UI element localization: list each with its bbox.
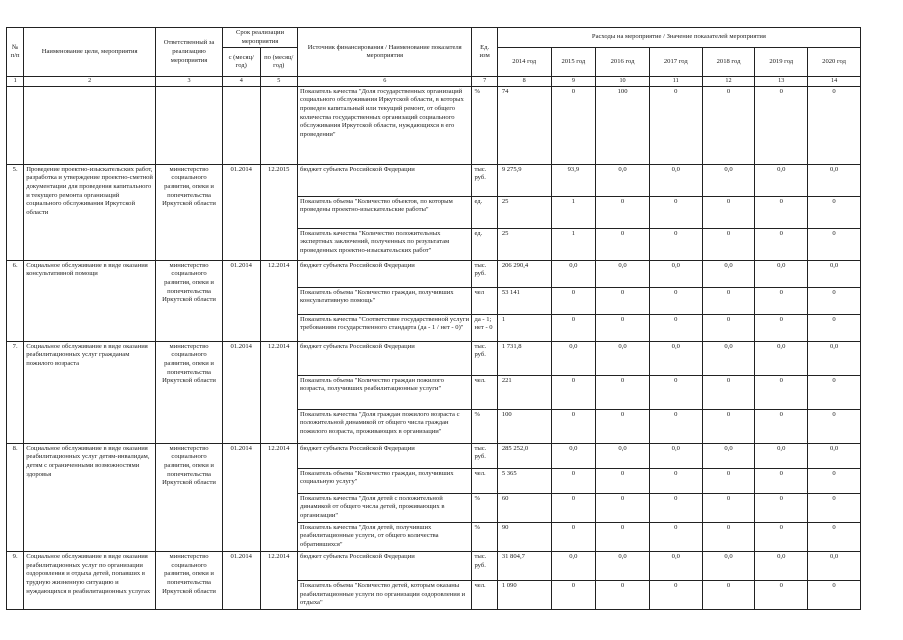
unit: %	[472, 409, 497, 443]
header-year-2014: 2014 год	[497, 48, 551, 77]
value-cell: 0,0	[702, 164, 755, 196]
value-cell: 0,0	[649, 551, 702, 580]
value-cell: 0	[649, 314, 702, 341]
value-cell: 0	[596, 522, 650, 551]
indicator-name: бюджет субъекта Российской Федерации	[298, 260, 472, 287]
responsible: министерство социального развития, опеки и попечительства Иркутской области	[156, 260, 223, 341]
value-cell: 0	[755, 228, 808, 260]
header-year-2015: 2015 год	[551, 48, 596, 77]
value-cell: 0	[755, 468, 808, 493]
header-year-2016: 2016 год	[596, 48, 650, 77]
term-from: 01.2014	[223, 260, 261, 341]
indicator-name: бюджет субъекта Российской Федерации	[298, 164, 472, 196]
measure-name: Социальное обслуживание в виде оказания реабилитационных услуг по организации оздоровления и отдыха детей, попавших в трудную жизненную ситуацию и нуждающихся в реабилитационных услугах	[24, 551, 156, 609]
value-cell: 0,0	[702, 341, 755, 375]
index-cell: 1	[7, 77, 24, 86]
table-body	[7, 86, 861, 609]
indicator-name: бюджет субъекта Российской Федерации	[298, 443, 472, 468]
value-cell: 0,0	[596, 341, 650, 375]
unit: тыс. руб.	[472, 164, 497, 196]
value-cell: 0,0	[808, 443, 861, 468]
header-year-2018: 2018 год	[702, 48, 755, 77]
value-cell: 0	[551, 468, 596, 493]
value-cell: 0	[649, 580, 702, 609]
value-cell: 5 365	[497, 468, 551, 493]
value-cell: 60	[497, 493, 551, 522]
index-cell: 7	[472, 77, 497, 86]
index-cell: 14	[808, 77, 861, 86]
measure-name	[24, 86, 156, 164]
unit: тыс. руб.	[472, 341, 497, 375]
value-cell: 0,0	[808, 551, 861, 580]
value-cell: 0	[649, 493, 702, 522]
value-cell: 0	[702, 493, 755, 522]
value-cell: 0,0	[649, 164, 702, 196]
unit: чел.	[472, 468, 497, 493]
value-cell: 0	[551, 580, 596, 609]
index-cell: 12	[702, 77, 755, 86]
value-cell: 0	[808, 228, 861, 260]
value-cell: 0	[649, 375, 702, 409]
indicator-name: Показатель объема "Количество граждан пожилого возраста, получивших реабилитационные услуги"	[298, 375, 472, 409]
value-cell: 0	[596, 375, 650, 409]
value-cell: 0,0	[702, 260, 755, 287]
value-cell: 0	[808, 468, 861, 493]
term-from: 01.2014	[223, 551, 261, 609]
value-cell: 1	[551, 228, 596, 260]
unit: %	[472, 493, 497, 522]
header-year-2017: 2017 год	[649, 48, 702, 77]
value-cell: 0	[596, 196, 650, 228]
indicator-name: бюджет субъекта Российской Федерации	[298, 551, 472, 580]
value-cell: 1	[551, 196, 596, 228]
value-cell: 0,0	[649, 443, 702, 468]
value-cell: 0	[755, 375, 808, 409]
value-cell: 0	[702, 314, 755, 341]
indicator-name: бюджет субъекта Российской Федерации	[298, 341, 472, 375]
value-cell: 0	[596, 580, 650, 609]
value-cell: 0	[551, 493, 596, 522]
value-cell: 0,0	[596, 260, 650, 287]
responsible: министерство социального развития, опеки и попечительства Иркутской области	[156, 164, 223, 260]
value-cell: 285 252,0	[497, 443, 551, 468]
value-cell: 0	[755, 493, 808, 522]
term-to	[260, 86, 298, 164]
indicator-name: Показатель качества "Доля государственных организаций социального обслуживания Иркутской области, в которых проведен капитальный или текущий ремонт, от общего количества государственных организаций социального обслуживания Иркутской области, нуждающихся в его проведении"	[298, 86, 472, 164]
index-cell: 3	[156, 77, 223, 86]
value-cell: 0	[596, 287, 650, 314]
value-cell: 0,0	[755, 341, 808, 375]
value-cell: 0	[551, 375, 596, 409]
value-cell: 0,0	[755, 551, 808, 580]
row-number: 6.	[7, 260, 24, 341]
unit: чел.	[472, 375, 497, 409]
term-from: 01.2014	[223, 341, 261, 443]
indicator-name: Показатель качества "Доля детей с положительной динамикой от общего числа детей, проживающих в организации"	[298, 493, 472, 522]
header-to: по (месяц/год)	[260, 48, 298, 77]
unit: %	[472, 86, 497, 164]
value-cell: 31 804,7	[497, 551, 551, 580]
value-cell: 0	[702, 375, 755, 409]
value-cell: 0	[702, 409, 755, 443]
value-cell: 0	[808, 580, 861, 609]
value-cell: 0	[702, 196, 755, 228]
value-cell: 0	[755, 314, 808, 341]
value-cell: 0	[649, 409, 702, 443]
indicator-name: Показатель качества "Доля граждан пожилого возраста с положительной динамикой от общего числа граждан пожилого возраста, проживающих в организации"	[298, 409, 472, 443]
value-cell: 100	[497, 409, 551, 443]
row-number: 7.	[7, 341, 24, 443]
index-cell: 8	[497, 77, 551, 86]
responsible: министерство социального развития, опеки и попечительства Иркутской области	[156, 341, 223, 443]
value-cell: 0	[649, 196, 702, 228]
index-cell: 11	[649, 77, 702, 86]
indicator-name: Показатель объема "Количество граждан, получивших консультативную помощь"	[298, 287, 472, 314]
unit: тыс. руб.	[472, 260, 497, 287]
header-source: Источник финансирования / Наименование показателя мероприятия	[298, 28, 472, 77]
column-index-row	[7, 77, 861, 86]
value-cell: 0	[702, 468, 755, 493]
indicator-name: Показатель объема "Количество граждан, получивших социальную услугу"	[298, 468, 472, 493]
index-cell: 9	[551, 77, 596, 86]
value-cell: 100	[596, 86, 650, 164]
header-name: Наименование цели, мероприятия	[24, 28, 156, 77]
value-cell: 0	[702, 522, 755, 551]
measure-name: Социальное обслуживание в виде оказания реабилитационных услуг гражданам пожилого возраста	[24, 341, 156, 443]
indicator-name: Показатель объема "Количество объектов, по которым проведены проектно-изыскательские работы"	[298, 196, 472, 228]
table-row	[7, 341, 861, 375]
index-cell: 5	[260, 77, 298, 86]
value-cell: 0,0	[702, 443, 755, 468]
unit: ед.	[472, 228, 497, 260]
value-cell: 0	[808, 314, 861, 341]
measure-name: Проведение проектно-изыскательских работ, разработка и утверждение проектно-сметной документации для проведения капитального и текущего ремонта организаций социального обслуживания Иркутской области	[24, 164, 156, 260]
table-row	[7, 260, 861, 287]
value-cell: 0,0	[551, 551, 596, 580]
row-number: 5.	[7, 164, 24, 260]
indicator-name: Показатель объема "Количество детей, которым оказаны реабилитационные услуги по организации оздоровления и отдыха"	[298, 580, 472, 609]
value-cell: 0,0	[596, 551, 650, 580]
header-unit: Ед. изм	[472, 28, 497, 77]
value-cell: 0,0	[596, 443, 650, 468]
value-cell: 0	[649, 86, 702, 164]
value-cell: 0	[596, 228, 650, 260]
responsible	[156, 86, 223, 164]
value-cell: 0	[755, 522, 808, 551]
unit: ед.	[472, 196, 497, 228]
value-cell: 0	[551, 522, 596, 551]
unit: чел.	[472, 580, 497, 609]
value-cell: 25	[497, 228, 551, 260]
value-cell: 1 090	[497, 580, 551, 609]
value-cell: 0,0	[551, 341, 596, 375]
header-responsible: Ответственный за реализацию мероприятия	[156, 28, 223, 77]
value-cell: 0	[808, 375, 861, 409]
table-row	[7, 443, 861, 468]
value-cell: 0,0	[808, 260, 861, 287]
header-term: Срок реализации мероприятия	[223, 28, 298, 48]
value-cell: 0	[702, 580, 755, 609]
value-cell: 0	[702, 86, 755, 164]
term-to: 12.2015	[260, 164, 298, 260]
value-cell: 0,0	[755, 164, 808, 196]
header-num: № п/п	[7, 28, 24, 77]
value-cell: 0	[551, 287, 596, 314]
value-cell: 0,0	[702, 551, 755, 580]
value-cell: 9 275,9	[497, 164, 551, 196]
measure-name: Социальное обслуживание в виде оказания консультативной помощи	[24, 260, 156, 341]
row-number	[7, 86, 24, 164]
term-to: 12.2014	[260, 260, 298, 341]
responsible: министерство социального развития, опеки и попечительства Иркутской области	[156, 551, 223, 609]
value-cell: 0	[702, 287, 755, 314]
table-row	[7, 551, 861, 580]
value-cell: 206 290,4	[497, 260, 551, 287]
value-cell: 74	[497, 86, 551, 164]
header-year-2020: 2020 год	[808, 48, 861, 77]
value-cell: 0	[649, 522, 702, 551]
value-cell: 0,0	[649, 341, 702, 375]
table-row	[7, 86, 861, 164]
value-cell: 93,9	[551, 164, 596, 196]
program-table	[6, 27, 861, 610]
value-cell: 0,0	[551, 443, 596, 468]
value-cell: 0	[755, 409, 808, 443]
indicator-name: Показатель качества "Количество положительных экспертных заключений, полученных по результатам проведенных проектно-изыскательских работ"	[298, 228, 472, 260]
term-to: 12.2014	[260, 341, 298, 443]
value-cell: 0	[808, 493, 861, 522]
value-cell: 0	[808, 409, 861, 443]
unit: тыс. руб.	[472, 551, 497, 580]
unit: да - 1; нет - 0	[472, 314, 497, 341]
value-cell: 0	[649, 468, 702, 493]
value-cell: 25	[497, 196, 551, 228]
term-from: 01.2014	[223, 443, 261, 551]
value-cell: 0	[596, 468, 650, 493]
value-cell: 0,0	[551, 260, 596, 287]
value-cell: 0	[649, 228, 702, 260]
value-cell: 0	[755, 287, 808, 314]
value-cell: 90	[497, 522, 551, 551]
index-cell: 10	[596, 77, 650, 86]
table-row	[7, 164, 861, 196]
value-cell: 0	[596, 314, 650, 341]
value-cell: 0	[649, 287, 702, 314]
index-cell: 4	[223, 77, 261, 86]
value-cell: 0	[702, 228, 755, 260]
value-cell: 0	[551, 86, 596, 164]
responsible: министерство социального развития, опеки и попечительства Иркутской области	[156, 443, 223, 551]
term-to: 12.2014	[260, 551, 298, 609]
value-cell: 53 141	[497, 287, 551, 314]
indicator-name: Показатель качества "Доля детей, получивших реабилитационные услуги, от общего количества обратившихся"	[298, 522, 472, 551]
term-from: 01.2014	[223, 164, 261, 260]
indicator-name: Показатель качества "Соответствие государственной услуги требованиям государственного стандарта (да - 1 / нет - 0)"	[298, 314, 472, 341]
unit: тыс. руб.	[472, 443, 497, 468]
value-cell: 0	[808, 522, 861, 551]
value-cell: 0	[551, 314, 596, 341]
value-cell: 0	[596, 493, 650, 522]
term-to: 12.2014	[260, 443, 298, 551]
value-cell: 0	[551, 409, 596, 443]
index-cell: 13	[755, 77, 808, 86]
value-cell: 0,0	[808, 164, 861, 196]
index-cell: 2	[24, 77, 156, 86]
value-cell: 0,0	[755, 260, 808, 287]
value-cell: 0,0	[596, 164, 650, 196]
value-cell: 221	[497, 375, 551, 409]
header-from: с (месяц/год)	[223, 48, 261, 77]
value-cell: 0,0	[808, 341, 861, 375]
value-cell: 0	[755, 580, 808, 609]
value-cell: 0	[808, 196, 861, 228]
value-cell: 1 731,8	[497, 341, 551, 375]
value-cell: 0	[755, 86, 808, 164]
value-cell: 1	[497, 314, 551, 341]
value-cell: 0	[596, 409, 650, 443]
measure-name: Социальное обслуживание в виде оказания реабилитационных услуг детям-инвалидам, детям с ограниченными возможностями здоровья	[24, 443, 156, 551]
value-cell: 0,0	[649, 260, 702, 287]
term-from	[223, 86, 261, 164]
value-cell: 0	[755, 196, 808, 228]
index-cell: 6	[298, 77, 472, 86]
row-number: 8.	[7, 443, 24, 551]
value-cell: 0,0	[755, 443, 808, 468]
header-year-2019: 2019 год	[755, 48, 808, 77]
value-cell: 0	[808, 287, 861, 314]
header-expenses: Расходы на мероприятие / Значение показателей мероприятия	[497, 28, 860, 48]
row-number: 9.	[7, 551, 24, 609]
value-cell: 0	[808, 86, 861, 164]
unit: %	[472, 522, 497, 551]
unit: чел	[472, 287, 497, 314]
